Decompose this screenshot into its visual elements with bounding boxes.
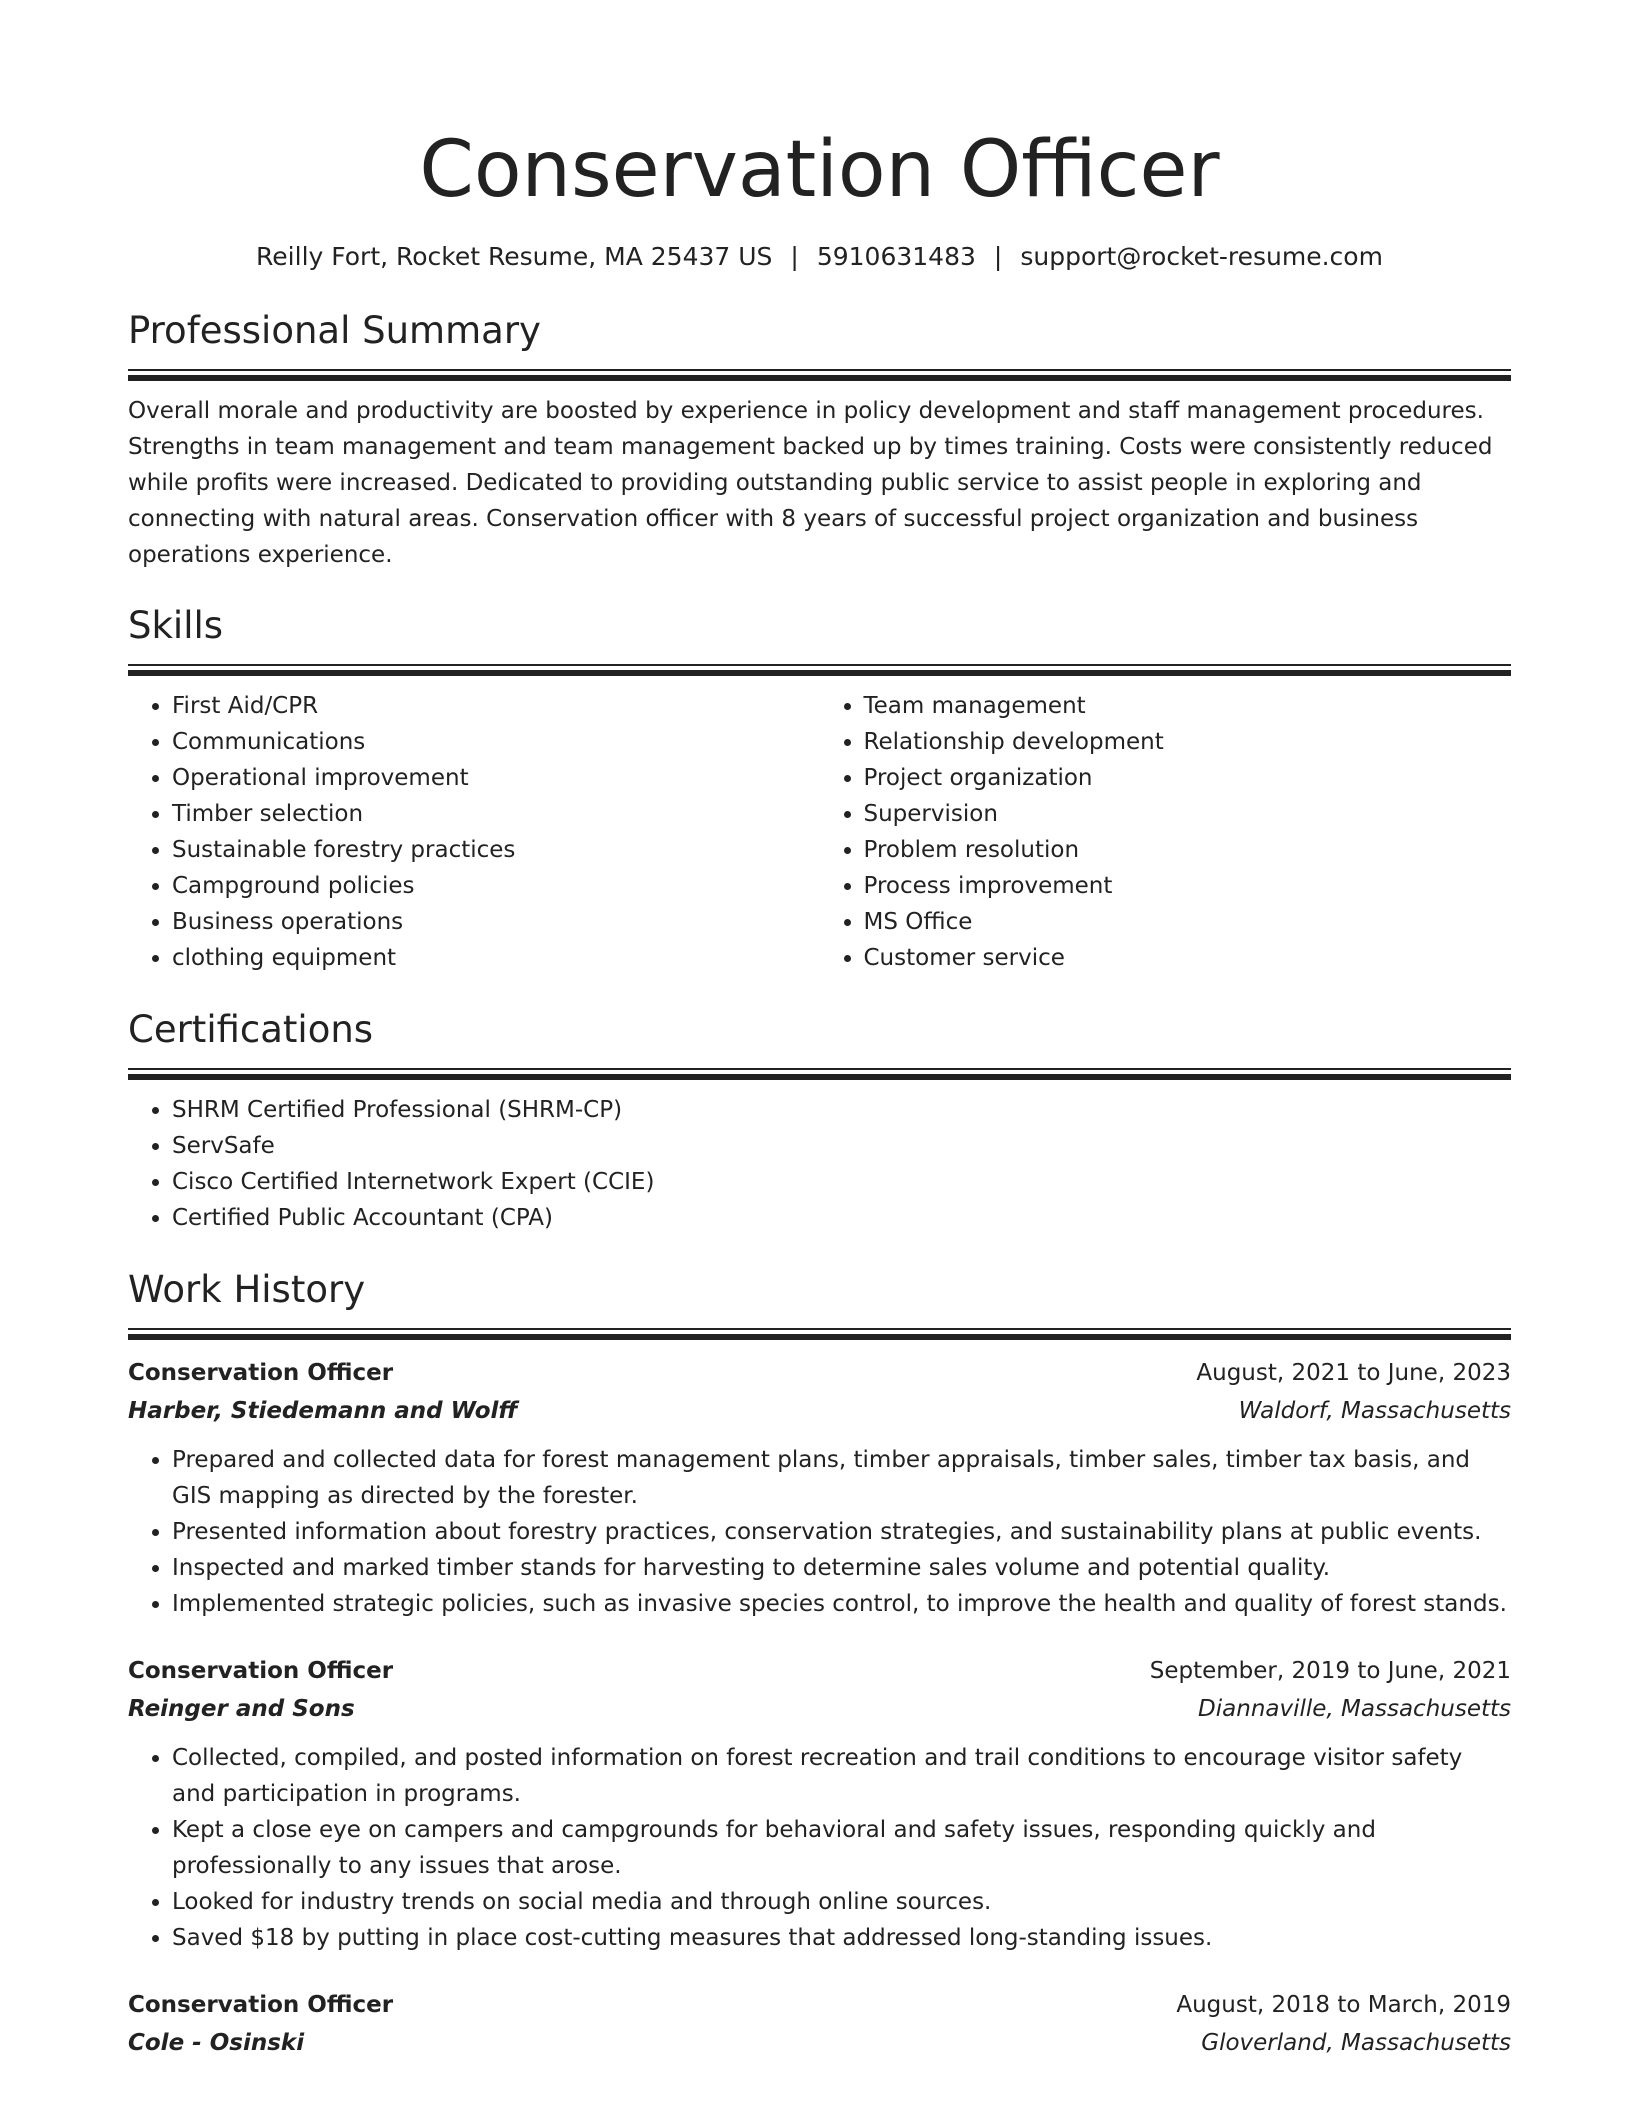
job-bullet: • Saved $18 by putting in place cost-cutting measures that addressed long-standing issues. bbox=[172, 1920, 1511, 1956]
job-bullet: • Presented information about forestry practices, conservation strategies, and sustainability plans at public events. bbox=[172, 1514, 1511, 1550]
job-subheader bbox=[128, 1690, 1511, 1728]
certifications-section bbox=[128, 1006, 1511, 1236]
section-divider bbox=[128, 369, 1511, 381]
certifications-title: Certifications bbox=[128, 1008, 374, 1051]
skill-item: • clothing equipment bbox=[172, 940, 820, 976]
skills-title: Skills bbox=[128, 604, 224, 647]
skill-item: • Sustainable forestry practices bbox=[172, 832, 820, 868]
summary-section bbox=[128, 307, 1511, 573]
certification-item: • Cisco Certified Internetwork Expert (CCIE) bbox=[172, 1164, 1511, 1200]
job-bullet: • Prepared and collected data for forest management plans, timber appraisals, timber sales, timber tax basis, and GIS mapping as directed by the forester. bbox=[172, 1442, 1511, 1514]
job-company: Reinger and Sons bbox=[128, 1696, 355, 1722]
job-subheader bbox=[128, 1392, 1511, 1430]
job-bullet: • Collected, compiled, and posted information on forest recreation and trail conditions to encourage visitor safety and participation in programs. bbox=[172, 1740, 1511, 1812]
job-title: Conservation Officer bbox=[128, 1360, 394, 1386]
skill-item: • Communications bbox=[172, 724, 820, 760]
job-bullets bbox=[128, 1740, 1511, 1956]
contact-line bbox=[128, 240, 1511, 274]
job-location: Gloverland, Massachusetts bbox=[1201, 2030, 1511, 2056]
certifications-list bbox=[128, 1092, 1511, 1236]
job-company: Cole - Osinski bbox=[128, 2030, 305, 2056]
job-bullet: • Kept a close eye on campers and campgrounds for behavioral and safety issues, responding quickly and professionally to any issues that arose. bbox=[172, 1812, 1511, 1884]
job-dates: September, 2019 to June, 2021 bbox=[1149, 1658, 1511, 1684]
skills-list-left bbox=[128, 688, 820, 976]
skill-item: • Problem resolution bbox=[864, 832, 1512, 868]
job-bullet: • Implemented strategic policies, such as invasive species control, to improve the health and quality of forest stands. bbox=[172, 1586, 1511, 1622]
work-history-section bbox=[128, 1266, 1511, 2062]
job-entry bbox=[128, 1652, 1511, 1956]
work-history-title: Work History bbox=[128, 1268, 366, 1311]
job-location: Diannaville, Massachusetts bbox=[1198, 1696, 1511, 1722]
job-title: Conservation Officer bbox=[128, 1992, 394, 2018]
job-header bbox=[128, 1652, 1511, 1690]
skills-section bbox=[128, 602, 1511, 976]
skill-item: • Relationship development bbox=[864, 724, 1512, 760]
section-divider bbox=[128, 664, 1511, 676]
resume-name: Conservation Officer bbox=[419, 125, 1220, 215]
skill-item: • Process improvement bbox=[864, 868, 1512, 904]
job-subheader bbox=[128, 2024, 1511, 2062]
job-entry bbox=[128, 1986, 1511, 2062]
skills-list-right bbox=[820, 688, 1512, 976]
contact-address: Reilly Fort, Rocket Resume, MA 25437 US bbox=[256, 242, 773, 271]
job-bullet: • Looked for industry trends on social media and through online sources. bbox=[172, 1884, 1511, 1920]
skill-item: • Campground policies bbox=[172, 868, 820, 904]
certification-item: • ServSafe bbox=[172, 1128, 1511, 1164]
job-header bbox=[128, 1354, 1511, 1392]
contact-separator: | bbox=[790, 242, 799, 271]
job-location: Waldorf, Massachusetts bbox=[1238, 1398, 1511, 1424]
job-company: Harber, Stiedemann and Wolff bbox=[128, 1398, 518, 1424]
skill-item: • MS Office bbox=[864, 904, 1512, 940]
job-bullet: • Inspected and marked timber stands for harvesting to determine sales volume and potential quality. bbox=[172, 1550, 1511, 1586]
contact-separator: | bbox=[993, 242, 1003, 271]
job-entry bbox=[128, 1354, 1511, 1622]
certification-item: • SHRM Certified Professional (SHRM-CP) bbox=[172, 1092, 1511, 1128]
skill-item: • First Aid/CPR bbox=[172, 688, 820, 724]
skill-item: • Project organization bbox=[864, 760, 1512, 796]
skill-item: • Operational improvement bbox=[172, 760, 820, 796]
skill-item: • Team management bbox=[864, 688, 1512, 724]
skills-columns bbox=[128, 688, 1511, 976]
contact-phone: 5910631483 bbox=[816, 242, 976, 271]
resume-content bbox=[128, 0, 1511, 2062]
section-divider bbox=[128, 1328, 1511, 1340]
job-title: Conservation Officer bbox=[128, 1658, 394, 1684]
job-dates: August, 2021 to June, 2023 bbox=[1196, 1360, 1511, 1386]
summary-text: Overall morale and productivity are boosted by experience in policy development and staff management procedures. Strengths in team management and team management backed up by times training. Costs were consistently reduced while profits were increased. Dedicated to providing outstanding public service to assist people in exploring and connecting with natural areas. Conservation officer with 8 years of successful project organization and business operations experience. bbox=[128, 398, 1493, 568]
skill-item: • Supervision bbox=[864, 796, 1512, 832]
job-dates: August, 2018 to March, 2019 bbox=[1176, 1992, 1511, 2018]
certification-item: • Certified Public Accountant (CPA) bbox=[172, 1200, 1511, 1236]
skill-item: • Business operations bbox=[172, 904, 820, 940]
summary-title: Professional Summary bbox=[128, 309, 541, 352]
skill-item: • Customer service bbox=[864, 940, 1512, 976]
job-header bbox=[128, 1986, 1511, 2024]
contact-email: support@rocket-resume.com bbox=[1020, 242, 1383, 271]
job-bullets bbox=[128, 1442, 1511, 1622]
skill-item: • Timber selection bbox=[172, 796, 820, 832]
section-divider bbox=[128, 1068, 1511, 1080]
